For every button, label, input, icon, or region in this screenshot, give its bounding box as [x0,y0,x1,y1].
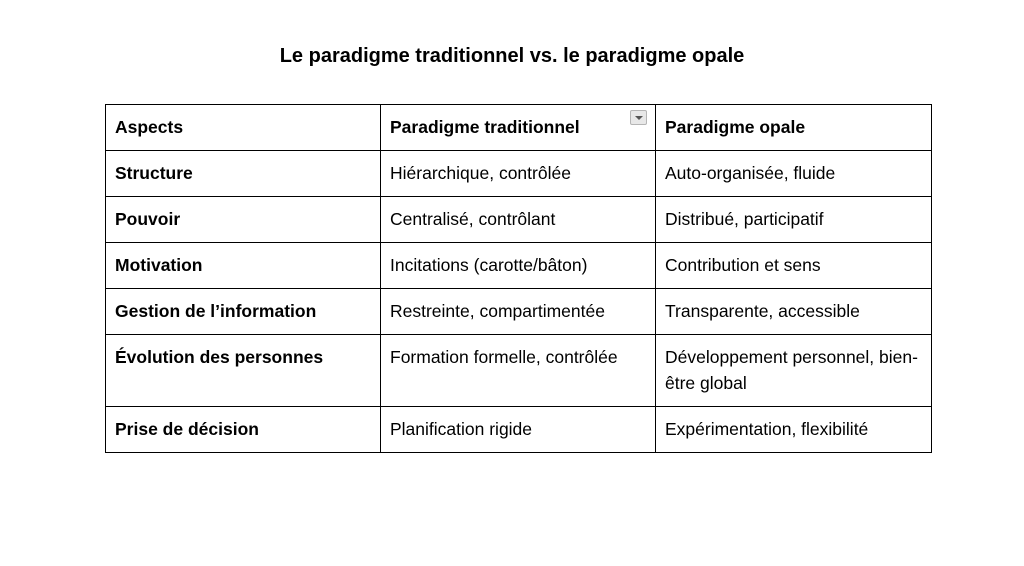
column-filter-button[interactable] [630,110,647,125]
table-row [106,243,932,289]
row-traditional: Incitations (carotte/bâton) [381,243,656,289]
row-aspect: Motivation [106,243,381,289]
row-opal: Auto-organisée, fluide [656,151,932,197]
page-title: Le paradigme traditionnel vs. le paradigme opale [279,45,745,67]
row-traditional: Restreinte, compartimentée [381,289,656,335]
row-aspect: Pouvoir [106,197,381,243]
row-aspect: Gestion de l’information [106,289,381,335]
table-row [106,197,932,243]
row-opal: Transparente, accessible [656,289,932,335]
header-aspects: Aspects [106,105,381,151]
table-row [106,289,932,335]
row-traditional: Hiérarchique, contrôlée [381,151,656,197]
table-row [106,151,932,197]
row-opal: Développement personnel, bien-être global [656,335,932,407]
row-opal: Expérimentation, flexibilité [656,407,932,453]
row-traditional: Planification rigide [381,407,656,453]
row-aspect: Structure [106,151,381,197]
row-opal: Distribué, participatif [656,197,932,243]
row-aspect: Prise de décision [106,407,381,453]
dropdown-arrow-icon [635,116,643,120]
table-row [106,335,932,407]
row-traditional: Centralisé, contrôlant [381,197,656,243]
header-traditional: Paradigme traditionnel [390,117,580,137]
comparison-table [105,104,932,453]
row-opal: Contribution et sens [656,243,932,289]
row-aspect: Évolution des personnes [106,335,381,407]
table-row [106,407,932,453]
table-header-row [106,105,932,151]
header-traditional-cell [381,105,656,151]
header-opal: Paradigme opale [656,105,932,151]
row-traditional: Formation formelle, contrôlée [381,335,656,407]
